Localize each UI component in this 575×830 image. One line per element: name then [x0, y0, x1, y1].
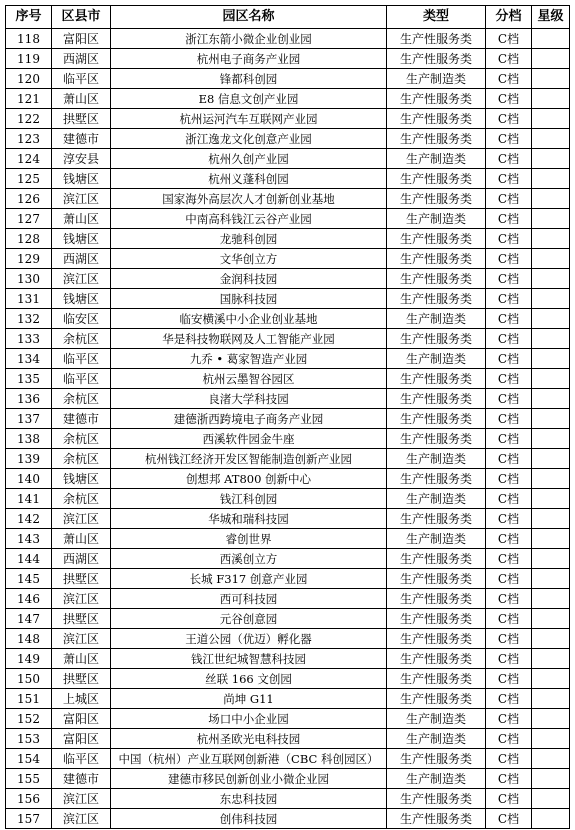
- cell-park-name: 建德浙西跨境电子商务产业园: [111, 409, 387, 429]
- cell-park-name: 西溪软件园金牛座: [111, 429, 387, 449]
- header-type: 类型: [387, 6, 486, 29]
- cell-type: 生产制造类: [387, 349, 486, 369]
- cell-tier: C档: [486, 229, 532, 249]
- cell-district: 滨江区: [52, 269, 111, 289]
- cell-index: 134: [6, 349, 52, 369]
- cell-type: 生产制造类: [387, 769, 486, 789]
- table-row: [6, 449, 570, 469]
- cell-type: 生产性服务类: [387, 269, 486, 289]
- table-row: [6, 749, 570, 769]
- cell-park-name: 华是科技物联网及人工智能产业园: [111, 329, 387, 349]
- table-row: [6, 409, 570, 429]
- cell-district: 萧山区: [52, 89, 111, 109]
- cell-tier: C档: [486, 109, 532, 129]
- cell-park-name: 创想邦 AT800 创新中心: [111, 469, 387, 489]
- cell-star: [532, 529, 570, 549]
- cell-type: 生产性服务类: [387, 129, 486, 149]
- table-row: [6, 509, 570, 529]
- header-index: 序号: [6, 6, 52, 29]
- cell-district: 富阳区: [52, 729, 111, 749]
- cell-district: 余杭区: [52, 429, 111, 449]
- header-park-name: 园区名称: [111, 6, 387, 29]
- cell-tier: C档: [486, 389, 532, 409]
- cell-star: [532, 429, 570, 449]
- cell-district: 西湖区: [52, 549, 111, 569]
- cell-index: 146: [6, 589, 52, 609]
- cell-index: 153: [6, 729, 52, 749]
- cell-index: 142: [6, 509, 52, 529]
- cell-tier: C档: [486, 309, 532, 329]
- cell-star: [532, 629, 570, 649]
- cell-star: [532, 89, 570, 109]
- cell-star: [532, 689, 570, 709]
- cell-park-name: 华城和瑞科技园: [111, 509, 387, 529]
- table-row: [6, 249, 570, 269]
- cell-park-name: 尚坤 G11: [111, 689, 387, 709]
- cell-index: 123: [6, 129, 52, 149]
- cell-district: 滨江区: [52, 189, 111, 209]
- cell-park-name: E8 信息文创产业园: [111, 89, 387, 109]
- cell-index: 131: [6, 289, 52, 309]
- cell-type: 生产性服务类: [387, 549, 486, 569]
- cell-star: [532, 749, 570, 769]
- cell-district: 西湖区: [52, 249, 111, 269]
- table-row: [6, 689, 570, 709]
- cell-index: 137: [6, 409, 52, 429]
- cell-star: [532, 729, 570, 749]
- cell-park-name: 建德市移民创新创业小微企业园: [111, 769, 387, 789]
- cell-district: 富阳区: [52, 709, 111, 729]
- cell-star: [532, 289, 570, 309]
- cell-park-name: 杭州钱江经济开发区智能制造创新产业园: [111, 449, 387, 469]
- table-row: [6, 109, 570, 129]
- cell-district: 钱塘区: [52, 229, 111, 249]
- cell-type: 生产性服务类: [387, 669, 486, 689]
- cell-type: 生产制造类: [387, 449, 486, 469]
- header-district: 区县市: [52, 6, 111, 29]
- cell-park-name: 国脉科技园: [111, 289, 387, 309]
- cell-type: 生产性服务类: [387, 649, 486, 669]
- cell-district: 钱塘区: [52, 469, 111, 489]
- cell-park-name: 钱江科创园: [111, 489, 387, 509]
- table-row: [6, 349, 570, 369]
- table-row: [6, 809, 570, 829]
- cell-district: 滨江区: [52, 789, 111, 809]
- cell-index: 119: [6, 49, 52, 69]
- cell-type: 生产制造类: [387, 729, 486, 749]
- table-row: [6, 209, 570, 229]
- cell-district: 拱墅区: [52, 669, 111, 689]
- table-row: [6, 629, 570, 649]
- cell-type: 生产性服务类: [387, 429, 486, 449]
- cell-district: 临平区: [52, 69, 111, 89]
- cell-tier: C档: [486, 569, 532, 589]
- cell-type: 生产性服务类: [387, 369, 486, 389]
- cell-type: 生产制造类: [387, 489, 486, 509]
- cell-index: 120: [6, 69, 52, 89]
- cell-type: 生产性服务类: [387, 789, 486, 809]
- cell-star: [532, 669, 570, 689]
- cell-type: 生产性服务类: [387, 189, 486, 209]
- cell-tier: C档: [486, 809, 532, 829]
- cell-park-name: 王道公园（优迈）孵化器: [111, 629, 387, 649]
- cell-district: 上城区: [52, 689, 111, 709]
- cell-index: 157: [6, 809, 52, 829]
- cell-tier: C档: [486, 729, 532, 749]
- cell-tier: C档: [486, 469, 532, 489]
- cell-star: [532, 169, 570, 189]
- cell-star: [532, 149, 570, 169]
- table-row: [6, 389, 570, 409]
- cell-park-name: 杭州久创产业园: [111, 149, 387, 169]
- cell-tier: C档: [486, 349, 532, 369]
- cell-park-name: 杭州运河汽车互联网产业园: [111, 109, 387, 129]
- table-row: [6, 49, 570, 69]
- cell-district: 拱墅区: [52, 609, 111, 629]
- cell-star: [532, 489, 570, 509]
- cell-star: [532, 809, 570, 829]
- cell-index: 127: [6, 209, 52, 229]
- cell-tier: C档: [486, 449, 532, 469]
- table-row: [6, 769, 570, 789]
- cell-index: 151: [6, 689, 52, 709]
- cell-park-name: 浙江逸龙文化创意产业园: [111, 129, 387, 149]
- cell-district: 余杭区: [52, 329, 111, 349]
- cell-district: 萧山区: [52, 529, 111, 549]
- cell-type: 生产性服务类: [387, 629, 486, 649]
- cell-tier: C档: [486, 269, 532, 289]
- cell-district: 钱塘区: [52, 289, 111, 309]
- cell-district: 建德市: [52, 409, 111, 429]
- cell-district: 建德市: [52, 129, 111, 149]
- cell-star: [532, 409, 570, 429]
- cell-tier: C档: [486, 189, 532, 209]
- cell-index: 147: [6, 609, 52, 629]
- table-body: [6, 29, 570, 829]
- table-row: [6, 529, 570, 549]
- cell-star: [532, 49, 570, 69]
- cell-tier: C档: [486, 209, 532, 229]
- cell-tier: C档: [486, 549, 532, 569]
- cell-type: 生产制造类: [387, 709, 486, 729]
- cell-type: 生产制造类: [387, 209, 486, 229]
- cell-type: 生产性服务类: [387, 169, 486, 189]
- cell-park-name: 杭州圣欧光电科技园: [111, 729, 387, 749]
- cell-star: [532, 29, 570, 49]
- cell-park-name: 九乔 • 葛家智造产业园: [111, 349, 387, 369]
- cell-park-name: 国家海外高层次人才创新创业基地: [111, 189, 387, 209]
- cell-star: [532, 469, 570, 489]
- cell-type: 生产性服务类: [387, 229, 486, 249]
- cell-district: 萧山区: [52, 209, 111, 229]
- cell-tier: C档: [486, 609, 532, 629]
- cell-index: 122: [6, 109, 52, 129]
- cell-star: [532, 129, 570, 149]
- table-row: [6, 729, 570, 749]
- cell-type: 生产性服务类: [387, 469, 486, 489]
- cell-tier: C档: [486, 529, 532, 549]
- cell-tier: C档: [486, 709, 532, 729]
- cell-tier: C档: [486, 629, 532, 649]
- cell-star: [532, 609, 570, 629]
- cell-park-name: 浙江东箭小微企业创业园: [111, 29, 387, 49]
- cell-type: 生产制造类: [387, 309, 486, 329]
- cell-star: [532, 249, 570, 269]
- cell-index: 121: [6, 89, 52, 109]
- table-row: [6, 129, 570, 149]
- cell-star: [532, 309, 570, 329]
- cell-star: [532, 709, 570, 729]
- table-row: [6, 309, 570, 329]
- header-star: 星级: [532, 6, 570, 29]
- cell-tier: C档: [486, 129, 532, 149]
- cell-star: [532, 569, 570, 589]
- cell-tier: C档: [486, 589, 532, 609]
- table-row: [6, 469, 570, 489]
- table-row: [6, 489, 570, 509]
- cell-park-name: 丝联 166 文创园: [111, 669, 387, 689]
- cell-tier: C档: [486, 69, 532, 89]
- cell-tier: C档: [486, 669, 532, 689]
- cell-park-name: 钱江世纪城智慧科技园: [111, 649, 387, 669]
- cell-star: [532, 649, 570, 669]
- cell-type: 生产性服务类: [387, 109, 486, 129]
- cell-index: 135: [6, 369, 52, 389]
- cell-tier: C档: [486, 789, 532, 809]
- cell-type: 生产性服务类: [387, 329, 486, 349]
- cell-park-name: 杭州义蓬科创园: [111, 169, 387, 189]
- cell-type: 生产制造类: [387, 69, 486, 89]
- cell-index: 144: [6, 549, 52, 569]
- cell-park-name: 锋都科创园: [111, 69, 387, 89]
- cell-park-name: 金润科技园: [111, 269, 387, 289]
- table-row: [6, 709, 570, 729]
- cell-park-name: 元谷创意园: [111, 609, 387, 629]
- cell-star: [532, 589, 570, 609]
- cell-star: [532, 369, 570, 389]
- table-row: [6, 189, 570, 209]
- cell-index: 150: [6, 669, 52, 689]
- cell-star: [532, 349, 570, 369]
- cell-star: [532, 109, 570, 129]
- cell-type: 生产性服务类: [387, 569, 486, 589]
- cell-star: [532, 269, 570, 289]
- cell-index: 136: [6, 389, 52, 409]
- cell-tier: C档: [486, 329, 532, 349]
- cell-star: [532, 769, 570, 789]
- cell-star: [532, 209, 570, 229]
- table-row: [6, 789, 570, 809]
- cell-district: 滨江区: [52, 809, 111, 829]
- table-row: [6, 669, 570, 689]
- table-row: [6, 149, 570, 169]
- cell-park-name: 西可科技园: [111, 589, 387, 609]
- cell-tier: C档: [486, 149, 532, 169]
- cell-index: 154: [6, 749, 52, 769]
- cell-type: 生产制造类: [387, 529, 486, 549]
- cell-park-name: 杭州云墨智谷园区: [111, 369, 387, 389]
- cell-tier: C档: [486, 89, 532, 109]
- table-row: [6, 69, 570, 89]
- table-row: [6, 369, 570, 389]
- cell-index: 133: [6, 329, 52, 349]
- cell-tier: C档: [486, 249, 532, 269]
- cell-tier: C档: [486, 749, 532, 769]
- table-row: [6, 429, 570, 449]
- cell-district: 淳安县: [52, 149, 111, 169]
- cell-index: 128: [6, 229, 52, 249]
- cell-index: 155: [6, 769, 52, 789]
- cell-type: 生产性服务类: [387, 749, 486, 769]
- cell-district: 临安区: [52, 309, 111, 329]
- table-row: [6, 649, 570, 669]
- cell-index: 126: [6, 189, 52, 209]
- cell-index: 129: [6, 249, 52, 269]
- table-row: [6, 569, 570, 589]
- cell-type: 生产性服务类: [387, 249, 486, 269]
- cell-park-name: 中南高科钱江云谷产业园: [111, 209, 387, 229]
- table-row: [6, 289, 570, 309]
- cell-index: 118: [6, 29, 52, 49]
- cell-park-name: 临安横溪中小企业创业基地: [111, 309, 387, 329]
- cell-district: 建德市: [52, 769, 111, 789]
- cell-tier: C档: [486, 489, 532, 509]
- cell-tier: C档: [486, 289, 532, 309]
- table-row: [6, 89, 570, 109]
- cell-star: [532, 509, 570, 529]
- cell-star: [532, 69, 570, 89]
- cell-type: 生产性服务类: [387, 289, 486, 309]
- table-row: [6, 269, 570, 289]
- cell-type: 生产性服务类: [387, 409, 486, 429]
- cell-district: 临平区: [52, 369, 111, 389]
- cell-district: 临平区: [52, 349, 111, 369]
- cell-type: 生产性服务类: [387, 589, 486, 609]
- cell-star: [532, 189, 570, 209]
- table-row: [6, 589, 570, 609]
- cell-type: 生产性服务类: [387, 689, 486, 709]
- table-row: [6, 229, 570, 249]
- cell-park-name: 文华创立方: [111, 249, 387, 269]
- cell-type: 生产性服务类: [387, 89, 486, 109]
- header-tier: 分档: [486, 6, 532, 29]
- cell-star: [532, 549, 570, 569]
- cell-park-name: 良渚大学科技园: [111, 389, 387, 409]
- cell-star: [532, 449, 570, 469]
- cell-index: 140: [6, 469, 52, 489]
- cell-district: 拱墅区: [52, 569, 111, 589]
- cell-star: [532, 789, 570, 809]
- cell-index: 156: [6, 789, 52, 809]
- cell-tier: C档: [486, 689, 532, 709]
- cell-district: 萧山区: [52, 649, 111, 669]
- cell-tier: C档: [486, 369, 532, 389]
- cell-type: 生产性服务类: [387, 29, 486, 49]
- cell-district: 拱墅区: [52, 109, 111, 129]
- cell-district: 余杭区: [52, 449, 111, 469]
- cell-park-name: 场口中小企业园: [111, 709, 387, 729]
- cell-index: 149: [6, 649, 52, 669]
- table-row: [6, 609, 570, 629]
- cell-park-name: 西溪创立方: [111, 549, 387, 569]
- cell-type: 生产性服务类: [387, 389, 486, 409]
- table-row: [6, 29, 570, 49]
- cell-index: 145: [6, 569, 52, 589]
- cell-park-name: 杭州电子商务产业园: [111, 49, 387, 69]
- table-row: [6, 169, 570, 189]
- cell-index: 125: [6, 169, 52, 189]
- cell-district: 钱塘区: [52, 169, 111, 189]
- cell-park-name: 中国（杭州）产业互联网创新港（CBC 科创园区）: [111, 749, 387, 769]
- cell-district: 滨江区: [52, 509, 111, 529]
- table-row: [6, 549, 570, 569]
- cell-district: 滨江区: [52, 589, 111, 609]
- cell-index: 148: [6, 629, 52, 649]
- cell-tier: C档: [486, 649, 532, 669]
- cell-type: 生产性服务类: [387, 49, 486, 69]
- cell-district: 余杭区: [52, 489, 111, 509]
- cell-tier: C档: [486, 429, 532, 449]
- cell-tier: C档: [486, 29, 532, 49]
- cell-district: 余杭区: [52, 389, 111, 409]
- cell-tier: C档: [486, 769, 532, 789]
- cell-district: 滨江区: [52, 629, 111, 649]
- cell-park-name: 创伟科技园: [111, 809, 387, 829]
- cell-park-name: 睿创世界: [111, 529, 387, 549]
- cell-tier: C档: [486, 49, 532, 69]
- table-header-row: [6, 6, 570, 29]
- cell-star: [532, 329, 570, 349]
- cell-star: [532, 229, 570, 249]
- cell-type: 生产性服务类: [387, 509, 486, 529]
- cell-district: 富阳区: [52, 29, 111, 49]
- cell-type: 生产性服务类: [387, 609, 486, 629]
- cell-park-name: 东忠科技园: [111, 789, 387, 809]
- cell-tier: C档: [486, 169, 532, 189]
- cell-district: 西湖区: [52, 49, 111, 69]
- cell-star: [532, 389, 570, 409]
- cell-index: 141: [6, 489, 52, 509]
- page: [5, 5, 570, 829]
- cell-type: 生产制造类: [387, 149, 486, 169]
- cell-index: 138: [6, 429, 52, 449]
- cell-park-name: 长城 F317 创意产业园: [111, 569, 387, 589]
- cell-district: 临平区: [52, 749, 111, 769]
- cell-tier: C档: [486, 409, 532, 429]
- cell-index: 124: [6, 149, 52, 169]
- cell-index: 143: [6, 529, 52, 549]
- cell-index: 152: [6, 709, 52, 729]
- cell-index: 130: [6, 269, 52, 289]
- park-table: [5, 5, 570, 829]
- cell-tier: C档: [486, 509, 532, 529]
- cell-type: 生产性服务类: [387, 809, 486, 829]
- cell-park-name: 龙驰科创园: [111, 229, 387, 249]
- cell-index: 139: [6, 449, 52, 469]
- table-row: [6, 329, 570, 349]
- cell-index: 132: [6, 309, 52, 329]
